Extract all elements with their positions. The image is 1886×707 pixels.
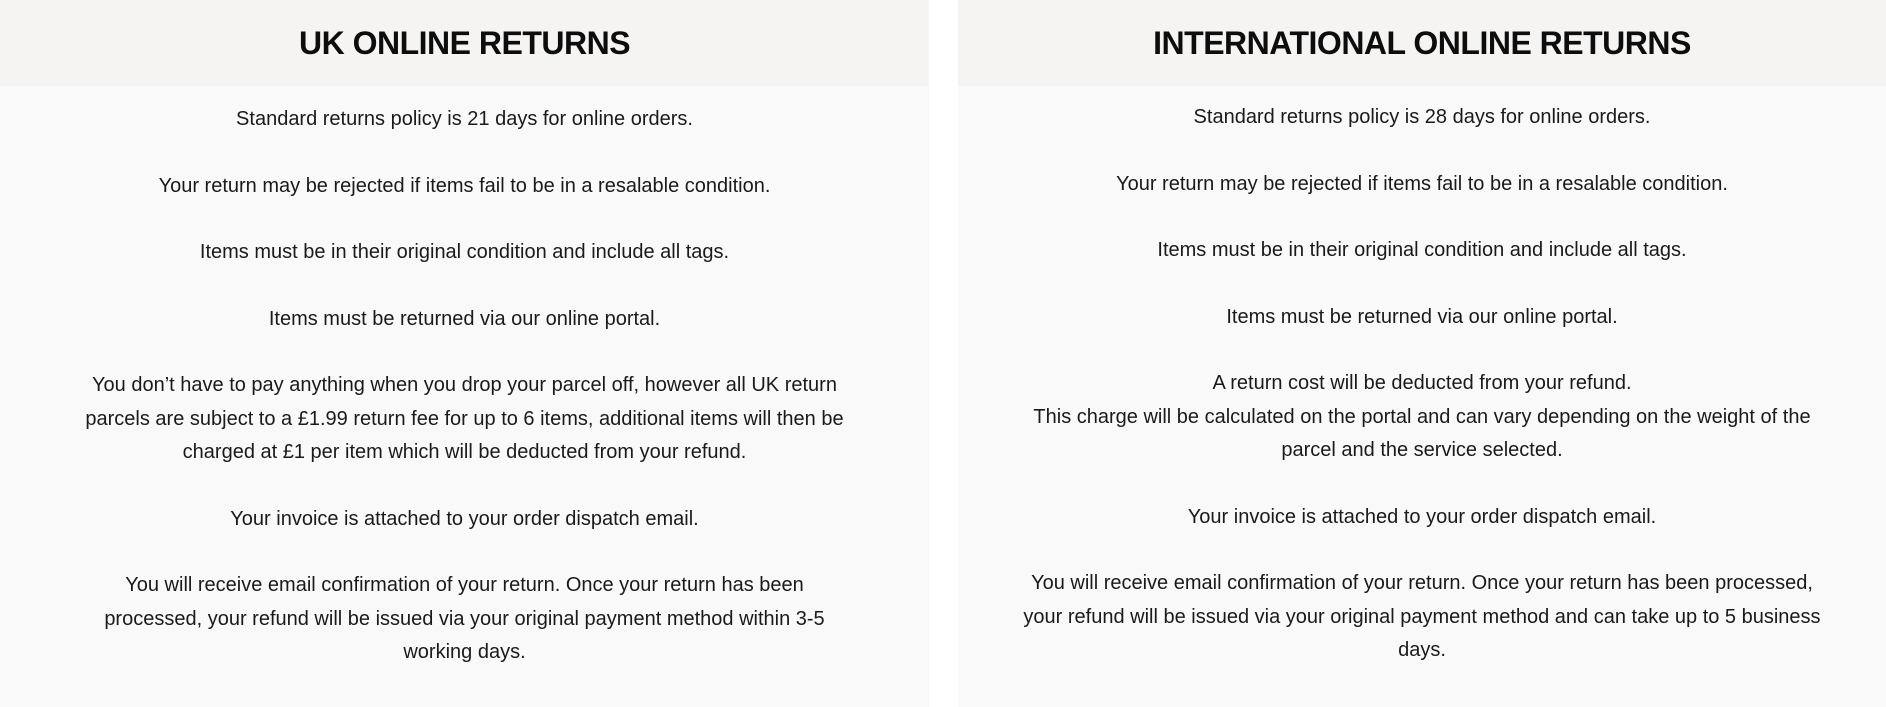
international-returns-panel — [958, 0, 1886, 707]
uk-policy-period: Standard returns policy is 21 days for online orders. — [236, 108, 693, 130]
uk-refund-line: processed, your refund will be issued via your original payment method within 3-5 — [104, 607, 825, 630]
intl-refund-note — [1018, 567, 1826, 668]
intl-charge-line: parcel and the service selected. — [1281, 439, 1563, 461]
uk-rejection-note: Your return may be rejected if items fail to be in a resalable condition. — [158, 174, 771, 197]
intl-return-cost-note: A return cost will be deducted from your refund. — [1212, 372, 1632, 394]
uk-return-fee-line: charged at £1 per item which will be deducted from your refund. — [182, 441, 747, 463]
uk-returns-header — [0, 0, 929, 86]
intl-charge-line: This charge will be calculated on the portal and can vary depending on the weight of the — [1033, 405, 1811, 428]
uk-refund-note — [60, 569, 869, 670]
intl-refund-line: days. — [1398, 639, 1446, 661]
intl-condition-note: Items must be in their original condition and include all tags. — [1157, 239, 1687, 261]
intl-rejection-note: Your return may be rejected if items fail to be in a resalable condition. — [1116, 172, 1728, 195]
uk-invoice-note: Your invoice is attached to your order dispatch email. — [230, 507, 699, 530]
intl-portal-note: Items must be returned via our online portal. — [1226, 305, 1618, 328]
uk-returns-title: UK ONLINE RETURNS — [298, 24, 631, 61]
intl-charge-note — [1018, 401, 1826, 468]
international-returns-header — [958, 0, 1886, 86]
international-returns-title: INTERNATIONAL ONLINE RETURNS — [1153, 24, 1691, 61]
intl-refund-line: your refund will be issued via your original payment method and can take up to 5 business — [1023, 605, 1821, 628]
uk-return-fee-line: parcels are subject to a £1.99 return fee for up to 6 items, additional items will then be — [85, 407, 844, 430]
uk-return-fee-line: You don’t have to pay anything when you drop your parcel off, however all UK return — [92, 374, 837, 396]
intl-invoice-note: Your invoice is attached to your order dispatch email. — [1187, 505, 1657, 528]
uk-refund-line: working days. — [403, 641, 526, 663]
intl-refund-line: You will receive email confirmation of your return. Once your return has been processed, — [1031, 572, 1813, 594]
uk-returns-body — [0, 86, 929, 670]
intl-policy-period: Standard returns policy is 28 days for online orders. — [1193, 106, 1651, 128]
international-returns-body — [958, 86, 1886, 668]
uk-returns-panel — [0, 0, 929, 707]
uk-refund-line: You will receive email confirmation of your return. Once your return has been — [125, 574, 804, 596]
uk-portal-note: Items must be returned via our online portal. — [268, 307, 661, 330]
uk-condition-note: Items must be in their original condition and include all tags. — [199, 241, 730, 263]
uk-return-fee-note — [60, 369, 869, 470]
